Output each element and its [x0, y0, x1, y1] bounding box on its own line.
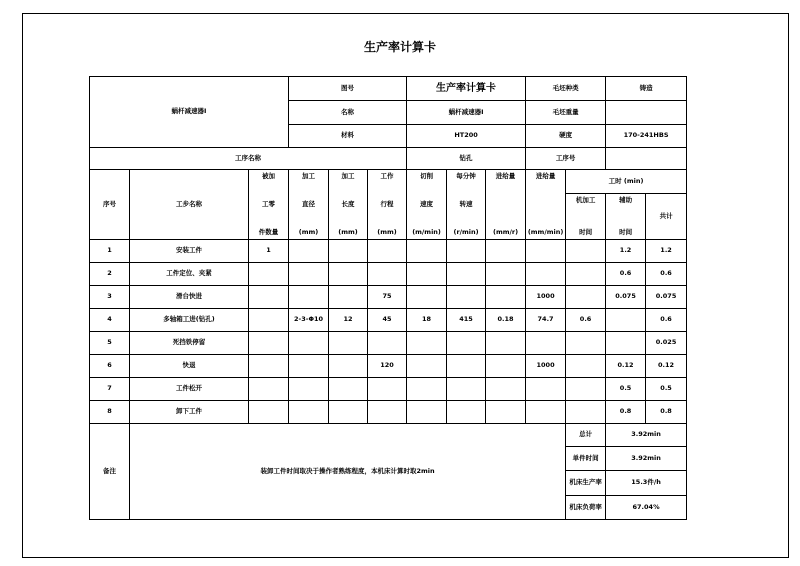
row-machine-time: 0.6 — [566, 309, 606, 332]
summary-value: 15.3件/h — [606, 471, 687, 496]
blank-type-value: 铸造 — [606, 77, 687, 101]
row-dia — [289, 240, 329, 263]
row-feed-rate — [526, 263, 566, 286]
name-label: 名称 — [289, 101, 407, 125]
row-dia — [289, 332, 329, 355]
row-rpm — [447, 355, 486, 378]
row-qty — [249, 286, 289, 309]
col-stroke: 工作 行程 (mm) — [368, 170, 407, 240]
row-seq: 6 — [90, 355, 130, 378]
row-rpm — [447, 332, 486, 355]
col-total: 共计 — [646, 194, 687, 240]
row-len — [329, 240, 368, 263]
row-feed-rate: 1000 — [526, 286, 566, 309]
hardness-value: 170-241HBS — [606, 125, 687, 148]
row-step: 快退 — [130, 355, 249, 378]
row-feed-rate — [526, 332, 566, 355]
row-machine-time — [566, 332, 606, 355]
row-aux-time: 0.12 — [606, 355, 646, 378]
drawing-no-label: 图号 — [289, 77, 407, 101]
row-stroke: 75 — [368, 286, 407, 309]
row-step: 工件松开 — [130, 378, 249, 401]
row-seq: 8 — [90, 401, 130, 424]
row-aux-time: 0.075 — [606, 286, 646, 309]
row-seq: 7 — [90, 378, 130, 401]
summary-value: 3.92min — [606, 424, 687, 447]
productivity-card-table — [89, 76, 687, 520]
table-row — [90, 332, 687, 355]
material-value: HT200 — [407, 125, 526, 148]
row-len — [329, 355, 368, 378]
row-aux-time: 0.8 — [606, 401, 646, 424]
row-rpm — [447, 401, 486, 424]
summary-label: 单件时间 — [566, 447, 606, 471]
row-len — [329, 378, 368, 401]
row-machine-time — [566, 355, 606, 378]
card-title: 生产率计算卡 — [407, 77, 526, 101]
row-step: 工件定位、夹紧 — [130, 263, 249, 286]
row-len — [329, 286, 368, 309]
col-time-group: 工时 (min) — [566, 170, 687, 194]
row-seq: 5 — [90, 332, 130, 355]
col-aux-time: 辅助 时间 — [606, 194, 646, 240]
name-value: 蜗杆减速器I — [407, 101, 526, 125]
row-speed — [407, 401, 447, 424]
process-name-label: 工序名称 — [90, 148, 407, 170]
row-feed — [486, 240, 526, 263]
row-stroke — [368, 332, 407, 355]
table-row — [90, 240, 687, 263]
remarks-text: 装卸工件时间取决于操作者熟练程度，本机床计算时取2min — [130, 424, 566, 520]
row-feed — [486, 401, 526, 424]
row-feed — [486, 286, 526, 309]
col-rpm: 每分钟 转速 (r/min) — [447, 170, 486, 240]
row-aux-time — [606, 309, 646, 332]
row-stroke: 120 — [368, 355, 407, 378]
row-rpm: 415 — [447, 309, 486, 332]
row-len: 12 — [329, 309, 368, 332]
table-row — [90, 309, 687, 332]
row-seq: 1 — [90, 240, 130, 263]
row-machine-time — [566, 263, 606, 286]
col-diameter: 加工 直径 (mm) — [289, 170, 329, 240]
row-step: 死挡铁停留 — [130, 332, 249, 355]
row-aux-time: 1.2 — [606, 240, 646, 263]
row-qty — [249, 309, 289, 332]
row-dia — [289, 401, 329, 424]
part-name-cell: 蜗杆减速器I — [90, 77, 289, 148]
row-aux-time: 0.6 — [606, 263, 646, 286]
row-total: 0.6 — [646, 263, 687, 286]
table-row — [90, 378, 687, 401]
row-len — [329, 263, 368, 286]
process-no-value — [606, 148, 687, 170]
row-machine-time — [566, 286, 606, 309]
row-feed-rate — [526, 240, 566, 263]
table-row — [90, 263, 687, 286]
blank-type-label: 毛坯种类 — [526, 77, 606, 101]
process-name-value: 钻孔 — [407, 148, 526, 170]
row-dia — [289, 355, 329, 378]
col-seq: 序号 — [90, 170, 130, 240]
row-len — [329, 401, 368, 424]
blank-weight-value — [606, 101, 687, 125]
row-step: 多轴箱工进(钻孔) — [130, 309, 249, 332]
row-feed-rate — [526, 378, 566, 401]
row-total: 0.12 — [646, 355, 687, 378]
col-feed: 进给量 (mm/r) — [486, 170, 526, 240]
row-qty — [249, 355, 289, 378]
hardness-label: 硬度 — [526, 125, 606, 148]
row-dia — [289, 263, 329, 286]
col-speed: 切削 速度 (m/min) — [407, 170, 447, 240]
row-qty — [249, 401, 289, 424]
row-machine-time — [566, 240, 606, 263]
col-length: 加工 长度 (mm) — [329, 170, 368, 240]
row-feed — [486, 263, 526, 286]
row-feed-rate — [526, 401, 566, 424]
row-dia — [289, 378, 329, 401]
row-total: 0.025 — [646, 332, 687, 355]
material-label: 材料 — [289, 125, 407, 148]
table-row — [90, 286, 687, 309]
row-qty — [249, 263, 289, 286]
row-seq: 4 — [90, 309, 130, 332]
summary-label: 机床负荷率 — [566, 496, 606, 520]
blank-weight-label: 毛坯重量 — [526, 101, 606, 125]
summary-value: 67.04% — [606, 496, 687, 520]
row-aux-time: 0.5 — [606, 378, 646, 401]
summary-label: 总计 — [566, 424, 606, 447]
summary-value: 3.92min — [606, 447, 687, 471]
row-stroke — [368, 240, 407, 263]
row-speed: 18 — [407, 309, 447, 332]
row-total: 0.6 — [646, 309, 687, 332]
row-step: 卸下工件 — [130, 401, 249, 424]
row-aux-time — [606, 332, 646, 355]
col-feed-rate: 进给量 (mm/min) — [526, 170, 566, 240]
row-dia — [289, 286, 329, 309]
row-seq: 3 — [90, 286, 130, 309]
row-total: 0.8 — [646, 401, 687, 424]
col-step-name: 工步名称 — [130, 170, 249, 240]
row-qty: 1 — [249, 240, 289, 263]
row-rpm — [447, 240, 486, 263]
page-title: 生产率计算卡 — [363, 40, 436, 54]
row-len — [329, 332, 368, 355]
row-speed — [407, 263, 447, 286]
row-rpm — [447, 378, 486, 401]
row-seq: 2 — [90, 263, 130, 286]
remarks-label: 备注 — [90, 424, 130, 520]
row-speed — [407, 286, 447, 309]
row-rpm — [447, 286, 486, 309]
row-step: 滑台快进 — [130, 286, 249, 309]
row-qty — [249, 378, 289, 401]
row-machine-time — [566, 378, 606, 401]
row-step: 安装工件 — [130, 240, 249, 263]
row-feed-rate: 1000 — [526, 355, 566, 378]
row-speed — [407, 332, 447, 355]
row-stroke: 45 — [368, 309, 407, 332]
row-machine-time — [566, 401, 606, 424]
row-feed: 0.18 — [486, 309, 526, 332]
row-feed — [486, 378, 526, 401]
row-speed — [407, 355, 447, 378]
row-stroke — [368, 263, 407, 286]
table-row — [90, 401, 687, 424]
row-stroke — [368, 401, 407, 424]
row-feed — [486, 332, 526, 355]
process-no-label: 工序号 — [526, 148, 606, 170]
row-qty — [249, 332, 289, 355]
row-feed — [486, 355, 526, 378]
row-total: 0.075 — [646, 286, 687, 309]
row-total: 1.2 — [646, 240, 687, 263]
table-row — [90, 355, 687, 378]
row-speed — [407, 378, 447, 401]
row-stroke — [368, 378, 407, 401]
col-workpieces: 被加 工零 件数量 — [249, 170, 289, 240]
summary-label: 机床生产率 — [566, 471, 606, 496]
row-feed-rate: 74.7 — [526, 309, 566, 332]
row-total: 0.5 — [646, 378, 687, 401]
row-rpm — [447, 263, 486, 286]
row-dia: 2-3-Φ10 — [289, 309, 329, 332]
col-machine-time: 机加工 时间 — [566, 194, 606, 240]
row-speed — [407, 240, 447, 263]
